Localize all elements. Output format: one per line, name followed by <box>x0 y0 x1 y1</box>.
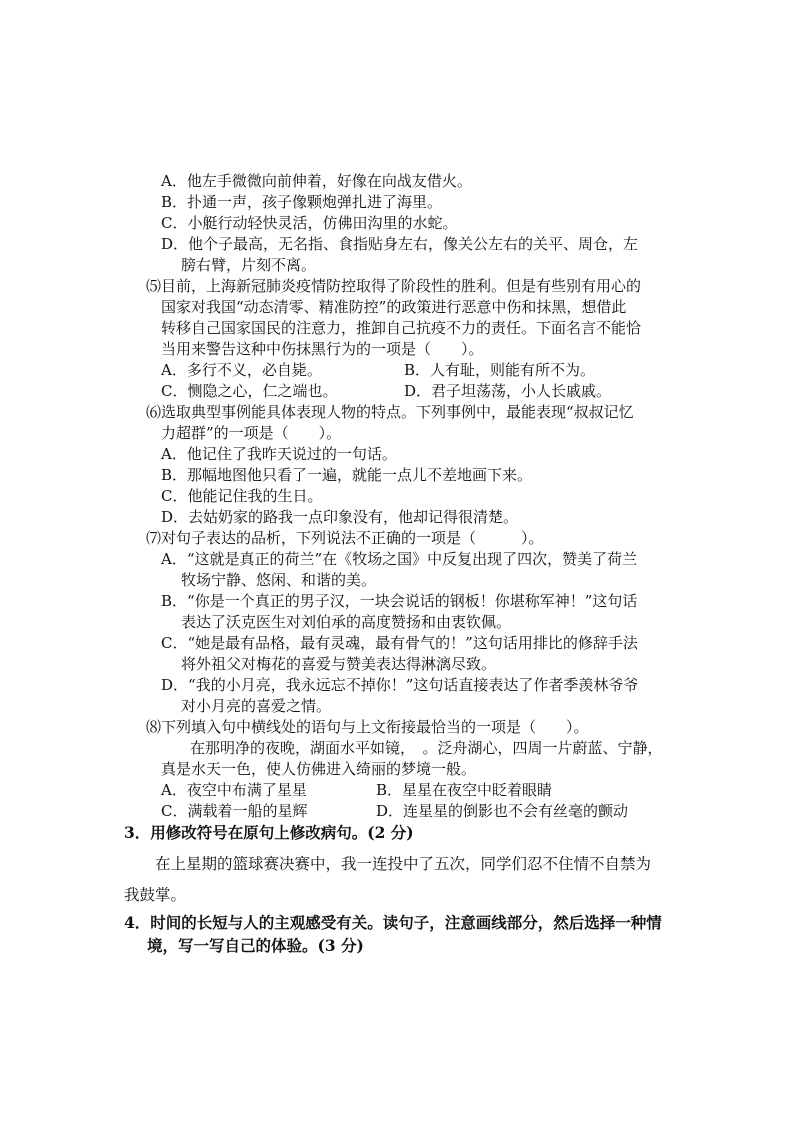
question-3-title: 3．用修改符号在原句上修改病句。(2 分) <box>124 823 414 842</box>
q6-option-c: C．他能记住我的生日。 <box>161 487 323 505</box>
q8-option-c: C．满载着一船的星辉 <box>161 802 308 820</box>
q6-option-a: A．他记住了我昨天说过的一句话。 <box>161 445 397 463</box>
q8-option-a: A．夜空中布满了星星 <box>161 781 307 799</box>
question-3-sentence-line1: 在上星期的篮球赛决赛中，我一连投中了五次，同学们忍不住情不自禁为 <box>155 855 652 873</box>
q5-stem-line3: 转移自己国家国民的注意力，推卸自己抗疫不力的责任。下面名言不能恰 <box>161 319 642 337</box>
q7-option-b-cont: 表达了沃克医生对刘伯承的高度赞扬和由衷钦佩。 <box>181 613 512 631</box>
question-3-sentence-line2: 我鼓掌。 <box>124 886 187 904</box>
q4-option-b: B．扑通一声，孩子像颗炮弹扎进了海里。 <box>161 193 443 211</box>
q7-option-b: B．“你是一个真正的男子汉，一块会说话的钢板！你堪称军神！”这句话 <box>161 592 638 610</box>
q5-stem-line4: 当用来警告这种中伤抹黑行为的一项是（ ）。 <box>161 340 484 358</box>
q6-option-b: B．那幅地图他只看了一遍，就能一点儿不差地画下来。 <box>161 466 533 484</box>
q8-option-d: D．连星星的倒影也不会有丝毫的颤动 <box>376 802 629 820</box>
q7-option-d: D．“我的小月亮，我永远忘不掉你！”这句话直接表达了作者季羡林爷爷 <box>161 676 639 694</box>
question-4-title-line2: 境，写一写自己的体验。(3 分) <box>147 936 364 955</box>
q5-stem-line1: ⑸目前，上海新冠肺炎疫情防控取得了阶段性的胜利。但是有些别有用心的 <box>146 277 642 295</box>
q8-passage-line2: 真是水天一色，使人仿佛进入绮丽的梦境一般。 <box>161 760 477 778</box>
q8-option-b: B．星星在夜空中眨着眼睛 <box>376 781 553 799</box>
q5-option-d: D．君子坦荡荡，小人长戚戚。 <box>404 382 612 400</box>
q4-option-d: D．他个子最高，无名指、食指贴身左右，像关公左右的关平、周仓，左 <box>161 235 639 253</box>
q5-option-b: B．人有耻，则能有所不为。 <box>404 361 596 379</box>
q6-option-d: D．去姑奶家的路我一点印象没有，他却记得很清楚。 <box>161 508 519 526</box>
q7-option-a: A．“这就是真正的荷兰”在《牧场之国》中反复出现了四次，赞美了荷兰 <box>161 550 638 568</box>
question-4-title-line1: 4．时间的长短与人的主观感受有关。读句子，注意画线部分，然后选择一种情 <box>124 913 662 932</box>
q7-option-d-cont: 对小月亮的喜爱之情。 <box>181 697 332 715</box>
q7-option-a-cont: 牧场宁静、悠闲、和谐的美。 <box>181 571 377 589</box>
q4-option-d-cont: 膀右臂，片刻不离。 <box>181 256 317 274</box>
q7-option-c: C．“她是最有品格，最有灵魂，最有骨气的！”这句话用排比的修辞手法 <box>161 634 638 652</box>
q5-stem-line2: 国家对我国“动态清零、精准防控”的政策进行恶意中伤和抹黑，想借此 <box>161 298 627 316</box>
q6-stem-line2: 力超群”的一项是（ ）。 <box>161 424 342 442</box>
q6-stem-line1: ⑹选取典型事例能具体表现人物的特点。下列事例中，最能表现“叔叔记忆 <box>146 403 634 421</box>
q8-stem: ⑻下列填入句中横线处的语句与上文衔接最恰当的一项是（ ）。 <box>146 718 589 736</box>
q8-passage-line1: 在那明净的夜晚，湖面水平如镜， 。泛舟湖心，四周一片蔚蓝、宁静， <box>190 739 663 757</box>
q7-stem: ⑺对句子表达的品析，下列说法不正确的一项是（ ）。 <box>146 529 544 547</box>
q5-option-c: C．恻隐之心，仁之端也。 <box>161 382 338 400</box>
q5-option-a: A．多行不义，必自毙。 <box>161 361 322 379</box>
q4-option-a: A．他左手微微向前伸着，好像在向战友借火。 <box>161 172 472 190</box>
q7-option-c-cont: 将外祖父对梅花的喜爱与赞美表达得淋漓尽致。 <box>181 655 497 673</box>
q4-option-c: C．小艇行动轻快灵活，仿佛田沟里的水蛇。 <box>161 214 458 232</box>
